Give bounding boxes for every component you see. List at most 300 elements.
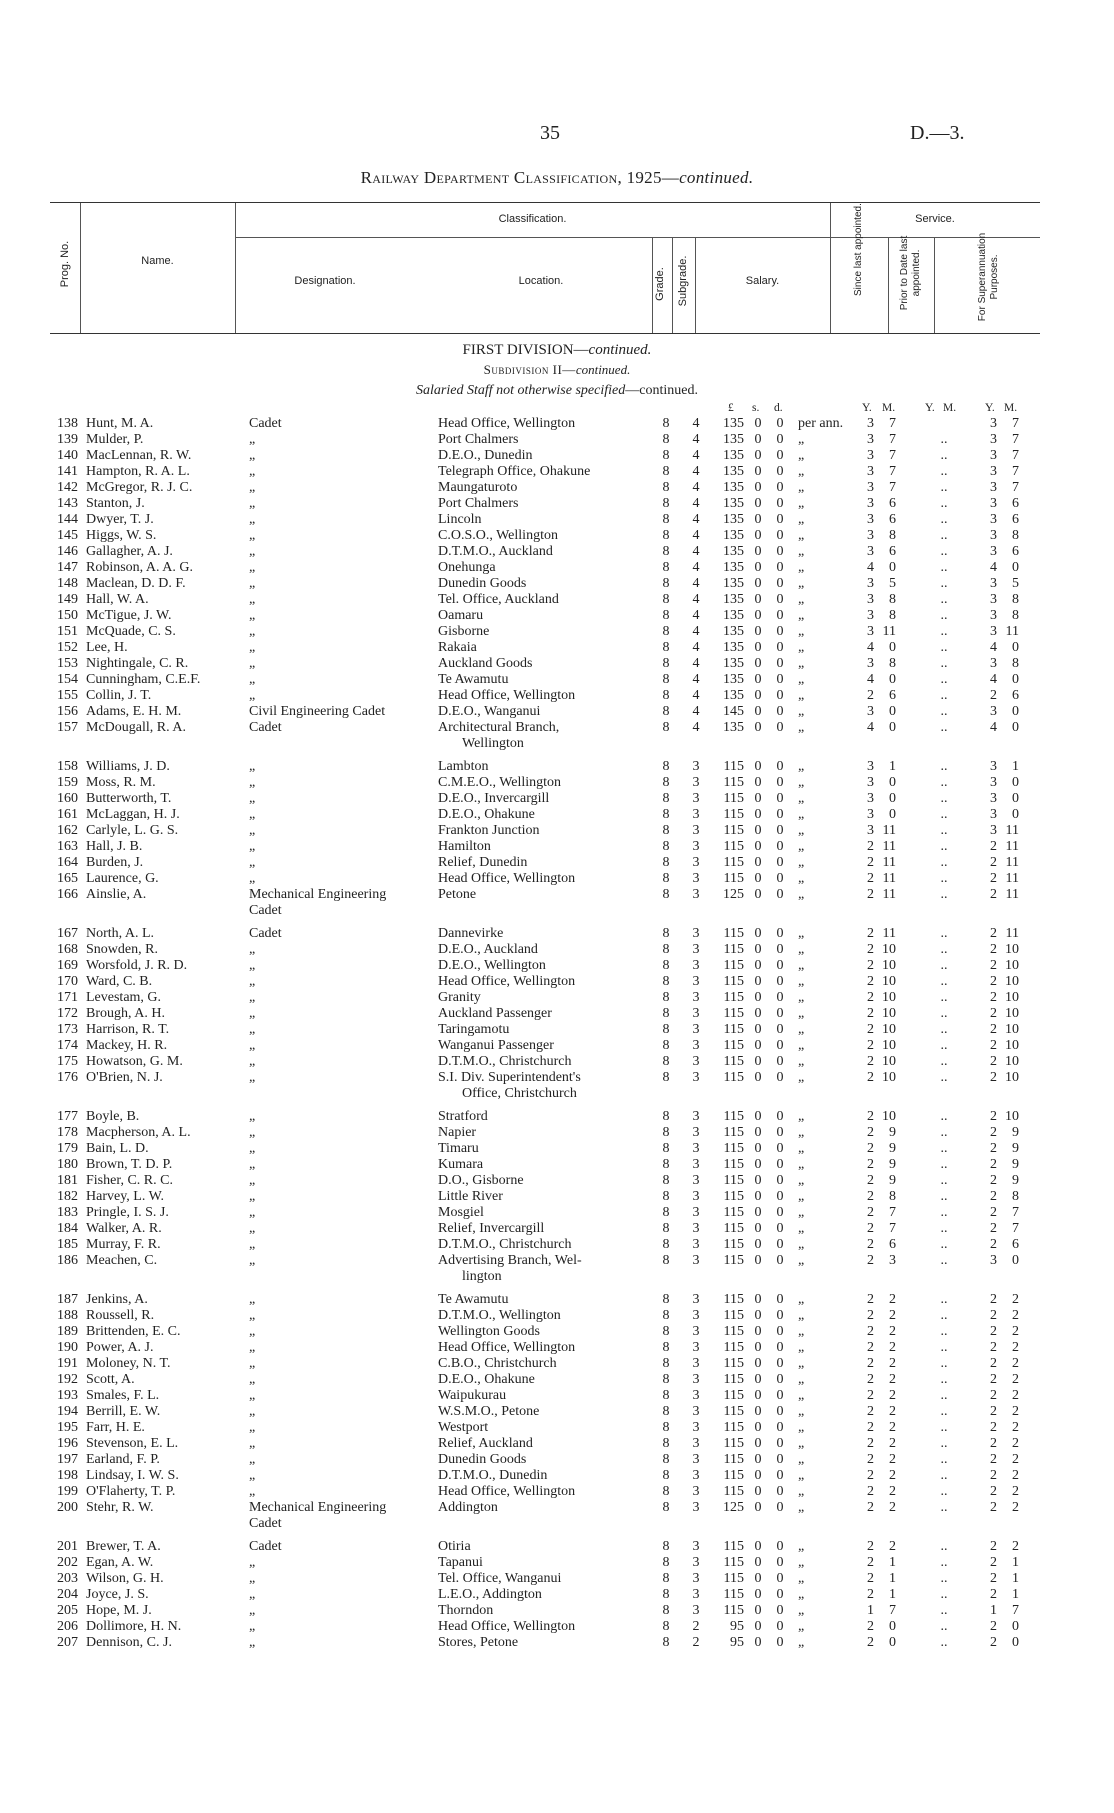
name: Smales, F. L. <box>86 1388 160 1403</box>
table-row <box>0 1141 1114 1157</box>
since-years: 3 <box>867 704 874 719</box>
since-years: 3 <box>867 464 874 479</box>
salary-shillings: 0 <box>754 512 762 527</box>
subgrade: 3 <box>692 1173 700 1188</box>
salary-pounds: 115 <box>723 1436 744 1451</box>
designation: Mechanical Engineering <box>249 1500 387 1515</box>
name: Lindsay, I. W. S. <box>86 1468 179 1483</box>
salary-pounds: 115 <box>723 1452 744 1467</box>
prog-no: 159 <box>57 775 78 790</box>
since-months: 7 <box>889 480 896 495</box>
salary-pounds: 115 <box>723 775 744 790</box>
prior-service: .. <box>940 887 948 902</box>
since-months: 2 <box>889 1292 896 1307</box>
salary-shillings: 0 <box>754 560 762 575</box>
salary-pence: 0 <box>776 528 784 543</box>
title-main: Railway Department Classification, 1925— <box>360 168 680 187</box>
location: Little River <box>438 1189 503 1204</box>
grade: 8 <box>662 1468 670 1483</box>
designation: „ <box>249 1125 256 1140</box>
grade: 8 <box>662 640 670 655</box>
salary-period: „ <box>798 1292 805 1307</box>
salary-shillings: 0 <box>754 1356 762 1371</box>
table-row-continuation <box>0 736 1114 752</box>
salary-shillings: 0 <box>754 958 762 973</box>
super-months: 11 <box>1005 871 1019 886</box>
name: Moss, R. M. <box>86 775 156 790</box>
salary-pounds: 115 <box>723 839 744 854</box>
salary-pounds: 135 <box>723 720 744 735</box>
since-years: 1 <box>867 1603 874 1618</box>
since-months: 8 <box>889 1189 896 1204</box>
location: Napier <box>438 1125 477 1140</box>
salary-period: „ <box>798 1054 805 1069</box>
location: W.S.M.O., Petone <box>438 1404 540 1419</box>
name: McTigue, J. W. <box>86 608 172 623</box>
designation: „ <box>249 1452 256 1467</box>
staff-category-title: Salaried Staff not otherwise specified <box>416 383 626 398</box>
since-years: 2 <box>867 871 874 886</box>
grade: 8 <box>662 1292 670 1307</box>
designation: Mechanical Engineering <box>249 887 387 902</box>
super-years: 2 <box>990 1157 997 1172</box>
table-row <box>0 1253 1114 1269</box>
name: Howatson, G. M. <box>86 1054 183 1069</box>
salary-pence: 0 <box>776 1237 784 1252</box>
salary-pounds: 115 <box>723 759 744 774</box>
salary-period: per ann. <box>798 416 844 431</box>
since-months: 10 <box>882 974 896 989</box>
salary-pounds: 115 <box>723 1109 744 1124</box>
prog-no: 165 <box>57 871 78 886</box>
since-months: 8 <box>889 608 896 623</box>
super-months: 0 <box>1012 720 1019 735</box>
super-months: 7 <box>1012 1603 1019 1618</box>
name: O'Flaherty, T. P. <box>86 1484 176 1499</box>
designation: „ <box>249 608 256 623</box>
salary-period: „ <box>798 1308 805 1323</box>
subgrade: 3 <box>692 958 700 973</box>
since-years: 3 <box>867 576 874 591</box>
salary-pence: 0 <box>776 807 784 822</box>
salary-pounds: 115 <box>723 791 744 806</box>
super-years: 2 <box>990 1070 997 1085</box>
since-months: 1 <box>889 759 896 774</box>
prior-service: .. <box>940 1221 948 1236</box>
prior-service: .. <box>940 640 948 655</box>
salary-pence: 0 <box>776 576 784 591</box>
prior-service: .. <box>940 926 948 941</box>
super-months: 0 <box>1012 1635 1019 1650</box>
table-row <box>0 1420 1114 1436</box>
salary-pounds: 135 <box>723 416 744 431</box>
salary-pounds: 125 <box>723 1500 744 1515</box>
subgrade: 3 <box>692 1603 700 1618</box>
prior-service: .. <box>940 1388 948 1403</box>
grade: 8 <box>662 1404 670 1419</box>
since-years: 2 <box>867 1484 874 1499</box>
super-years: 3 <box>990 512 997 527</box>
since-months: 2 <box>889 1340 896 1355</box>
super-years: 2 <box>990 871 997 886</box>
prior-service: .. <box>940 1619 948 1634</box>
salary-pence: 0 <box>776 887 784 902</box>
subgrade: 3 <box>692 871 700 886</box>
salary-pounds: 95 <box>730 1619 744 1634</box>
name: McQuade, C. S. <box>86 624 176 639</box>
super-months: 0 <box>1012 807 1019 822</box>
table-row <box>0 576 1114 592</box>
unit-since-months: M. <box>882 402 896 414</box>
page-title <box>0 168 1114 188</box>
salary-pence: 0 <box>776 1603 784 1618</box>
table-row <box>0 1237 1114 1253</box>
salary-period: „ <box>798 656 805 671</box>
division-heading <box>0 342 1114 359</box>
location: D.E.O., Wellington <box>438 958 546 973</box>
grade: 8 <box>662 1340 670 1355</box>
name: Butterworth, T. <box>86 791 172 806</box>
prog-no: 147 <box>57 560 78 575</box>
location: C.B.O., Christchurch <box>438 1356 557 1371</box>
designation: „ <box>249 592 256 607</box>
designation: „ <box>249 759 256 774</box>
location: C.M.E.O., Wellington <box>438 775 562 790</box>
salary-pounds: 135 <box>723 560 744 575</box>
grade: 8 <box>662 1006 670 1021</box>
grade: 8 <box>662 1388 670 1403</box>
since-years: 2 <box>867 1404 874 1419</box>
salary-period: „ <box>798 974 805 989</box>
salary-period: „ <box>798 720 805 735</box>
salary-pence: 0 <box>776 464 784 479</box>
table-row <box>0 1635 1114 1651</box>
salary-pounds: 135 <box>723 640 744 655</box>
since-months: 3 <box>889 1253 896 1268</box>
super-years: 3 <box>990 608 997 623</box>
salary-pence: 0 <box>776 1468 784 1483</box>
super-years: 2 <box>990 1237 997 1252</box>
subgrade: 3 <box>692 1372 700 1387</box>
location: Oamaru <box>438 608 484 623</box>
designation: „ <box>249 672 256 687</box>
location: Frankton Junction <box>438 823 540 838</box>
designation: „ <box>249 1141 256 1156</box>
table-row <box>0 1340 1114 1356</box>
super-years: 3 <box>990 775 997 790</box>
prog-no: 153 <box>57 656 78 671</box>
super-years: 3 <box>990 496 997 511</box>
salary-shillings: 0 <box>754 1468 762 1483</box>
location: Taringamotu <box>438 1022 510 1037</box>
prog-no: 192 <box>57 1372 78 1387</box>
prior-service: .. <box>940 464 948 479</box>
salary-pounds: 115 <box>723 1292 744 1307</box>
grade: 8 <box>662 704 670 719</box>
salary-shillings: 0 <box>754 720 762 735</box>
subgrade: 4 <box>692 656 700 671</box>
since-months: 8 <box>889 656 896 671</box>
table-row <box>0 1571 1114 1587</box>
subgrade: 3 <box>692 1420 700 1435</box>
table-row <box>0 672 1114 688</box>
grade: 8 <box>662 823 670 838</box>
table-row <box>0 1436 1114 1452</box>
prior-service: .. <box>940 1237 948 1252</box>
super-years: 3 <box>990 528 997 543</box>
salary-pence: 0 <box>776 1619 784 1634</box>
super-years: 2 <box>990 855 997 870</box>
subgrade: 2 <box>692 1619 700 1634</box>
designation: „ <box>249 1436 256 1451</box>
subgrade: 3 <box>692 1308 700 1323</box>
subgrade: 3 <box>692 942 700 957</box>
subgrade: 3 <box>692 791 700 806</box>
designation: „ <box>249 1205 256 1220</box>
salary-shillings: 0 <box>754 1436 762 1451</box>
salary-pence: 0 <box>776 448 784 463</box>
table-row <box>0 416 1114 432</box>
since-months: 2 <box>889 1452 896 1467</box>
designation-continuation: Cadet <box>249 903 282 918</box>
since-years: 4 <box>867 720 874 735</box>
prior-service: .. <box>940 1603 948 1618</box>
super-months: 2 <box>1012 1308 1019 1323</box>
name: Macpherson, A. L. <box>86 1125 191 1140</box>
super-years: 2 <box>990 1221 997 1236</box>
location: Petone <box>438 887 477 902</box>
salary-pounds: 115 <box>723 1372 744 1387</box>
super-years: 4 <box>990 720 997 735</box>
super-years: 2 <box>990 1372 997 1387</box>
table-row <box>0 990 1114 1006</box>
designation: „ <box>249 1109 256 1124</box>
prog-no: 164 <box>57 855 78 870</box>
super-months: 9 <box>1012 1125 1019 1140</box>
super-months: 10 <box>1005 1006 1019 1021</box>
location-continuation: Wellington <box>462 736 524 751</box>
grade: 8 <box>662 1070 670 1085</box>
salary-pounds: 115 <box>723 823 744 838</box>
salary-pounds: 115 <box>723 974 744 989</box>
salary-pence: 0 <box>776 958 784 973</box>
since-months: 10 <box>882 1054 896 1069</box>
salary-pence: 0 <box>776 1484 784 1499</box>
super-months: 7 <box>1012 448 1019 463</box>
prog-no: 202 <box>57 1555 78 1570</box>
prior-service: .. <box>940 480 948 495</box>
designation: „ <box>249 1468 256 1483</box>
since-years: 2 <box>867 1571 874 1586</box>
name: Ainslie, A. <box>86 887 147 902</box>
since-years: 3 <box>867 775 874 790</box>
table-row <box>0 1603 1114 1619</box>
super-years: 2 <box>990 1054 997 1069</box>
salary-pence: 0 <box>776 608 784 623</box>
salary-period: „ <box>798 1372 805 1387</box>
salary-pounds: 135 <box>723 688 744 703</box>
since-years: 4 <box>867 640 874 655</box>
salary-shillings: 0 <box>754 855 762 870</box>
table-row <box>0 1157 1114 1173</box>
prior-service: .. <box>940 704 948 719</box>
subgrade: 3 <box>692 1539 700 1554</box>
since-months: 10 <box>882 958 896 973</box>
subgrade: 3 <box>692 1157 700 1172</box>
prog-no: 144 <box>57 512 78 527</box>
salary-pounds: 95 <box>730 1635 744 1650</box>
designation: „ <box>249 1404 256 1419</box>
salary-pence: 0 <box>776 640 784 655</box>
super-months: 2 <box>1012 1324 1019 1339</box>
salary-pence: 0 <box>776 1500 784 1515</box>
location: Te Awamutu <box>438 1292 509 1307</box>
designation: „ <box>249 775 256 790</box>
subgrade: 4 <box>692 624 700 639</box>
since-years: 2 <box>867 1253 874 1268</box>
super-years: 2 <box>990 1038 997 1053</box>
unit-super-years: Y. <box>985 402 995 414</box>
subgrade: 3 <box>692 1452 700 1467</box>
name: Dwyer, T. J. <box>86 512 154 527</box>
location: Stratford <box>438 1109 488 1124</box>
table-row <box>0 1189 1114 1205</box>
designation: „ <box>249 624 256 639</box>
designation: „ <box>249 464 256 479</box>
name: Brewer, T. A. <box>86 1539 161 1554</box>
salary-pounds: 115 <box>723 1157 744 1172</box>
location: Maungaturoto <box>438 480 518 495</box>
since-years: 2 <box>867 839 874 854</box>
location: Tapanui <box>438 1555 483 1570</box>
designation: „ <box>249 1221 256 1236</box>
prog-no: 203 <box>57 1571 78 1586</box>
salary-shillings: 0 <box>754 775 762 790</box>
salary-shillings: 0 <box>754 544 762 559</box>
designation: „ <box>249 1189 256 1204</box>
name: Williams, J. D. <box>86 759 170 774</box>
prior-service: .. <box>940 432 948 447</box>
super-months: 11 <box>1005 855 1019 870</box>
since-years: 4 <box>867 672 874 687</box>
since-months: 2 <box>889 1372 896 1387</box>
super-years: 2 <box>990 1324 997 1339</box>
prior-service: .. <box>940 1436 948 1451</box>
salary-period: „ <box>798 576 805 591</box>
salary-pence: 0 <box>776 1006 784 1021</box>
table-row-continuation <box>0 1269 1114 1285</box>
since-months: 1 <box>889 1555 896 1570</box>
prog-no: 179 <box>57 1141 78 1156</box>
super-months: 2 <box>1012 1404 1019 1419</box>
since-years: 3 <box>867 432 874 447</box>
salary-period: „ <box>798 855 805 870</box>
super-months: 1 <box>1012 759 1019 774</box>
since-years: 2 <box>867 1340 874 1355</box>
designation: „ <box>249 1372 256 1387</box>
prog-no: 171 <box>57 990 78 1005</box>
salary-period: „ <box>798 1484 805 1499</box>
name: Jenkins, A. <box>86 1292 148 1307</box>
super-months: 2 <box>1012 1372 1019 1387</box>
salary-pence: 0 <box>776 1571 784 1586</box>
subgrade: 3 <box>692 926 700 941</box>
subgrade: 3 <box>692 1555 700 1570</box>
name: Lee, H. <box>86 640 128 655</box>
since-months: 8 <box>889 592 896 607</box>
salary-pounds: 125 <box>723 887 744 902</box>
salary-period: „ <box>798 1109 805 1124</box>
subgrade: 4 <box>692 688 700 703</box>
super-years: 2 <box>990 1587 997 1602</box>
prog-no: 191 <box>57 1356 78 1371</box>
table-row <box>0 720 1114 736</box>
since-months: 6 <box>889 1237 896 1252</box>
salary-shillings: 0 <box>754 1571 762 1586</box>
table-row <box>0 656 1114 672</box>
designation: „ <box>249 1587 256 1602</box>
prior-service: .. <box>940 1253 948 1268</box>
super-months: 7 <box>1012 480 1019 495</box>
designation: „ <box>249 1006 256 1021</box>
salary-pence: 0 <box>776 1141 784 1156</box>
salary-shillings: 0 <box>754 1404 762 1419</box>
prior-service: .. <box>940 624 948 639</box>
grade: 8 <box>662 544 670 559</box>
super-years: 2 <box>990 1205 997 1220</box>
since-months: 11 <box>882 839 896 854</box>
location: Tel. Office, Auckland <box>438 592 559 607</box>
salary-period: „ <box>798 1125 805 1140</box>
salary-period: „ <box>798 1468 805 1483</box>
super-months: 2 <box>1012 1436 1019 1451</box>
name: Worsfold, J. R. D. <box>86 958 188 973</box>
since-months: 10 <box>882 990 896 1005</box>
salary-shillings: 0 <box>754 608 762 623</box>
super-months: 2 <box>1012 1484 1019 1499</box>
since-months: 0 <box>889 560 896 575</box>
location: D.E.O., Auckland <box>438 942 538 957</box>
salary-period: „ <box>798 807 805 822</box>
prior-service: .. <box>940 1539 948 1554</box>
salary-pounds: 135 <box>723 464 744 479</box>
location: C.O.S.O., Wellington <box>438 528 558 543</box>
subdivision-heading <box>0 362 1114 378</box>
name: Farr, H. E. <box>86 1420 145 1435</box>
table-row <box>0 1006 1114 1022</box>
designation: „ <box>249 1324 256 1339</box>
designation: „ <box>249 1173 256 1188</box>
salary-pence: 0 <box>776 416 784 431</box>
super-months: 10 <box>1005 1109 1019 1124</box>
salary-pounds: 135 <box>723 672 744 687</box>
location: D.E.O., Dunedin <box>438 448 533 463</box>
salary-pence: 0 <box>776 775 784 790</box>
location: Wellington Goods <box>438 1324 540 1339</box>
subgrade: 3 <box>692 1340 700 1355</box>
super-months: 2 <box>1012 1356 1019 1371</box>
table-row <box>0 464 1114 480</box>
prior-service: .. <box>940 448 948 463</box>
designation: „ <box>249 1388 256 1403</box>
salary-pounds: 115 <box>723 1054 744 1069</box>
super-years: 3 <box>990 823 997 838</box>
name: Pringle, I. S. J. <box>86 1205 169 1220</box>
designation: „ <box>249 990 256 1005</box>
designation: Cadet <box>249 720 282 735</box>
prior-service: .. <box>940 759 948 774</box>
grade: 8 <box>662 1205 670 1220</box>
